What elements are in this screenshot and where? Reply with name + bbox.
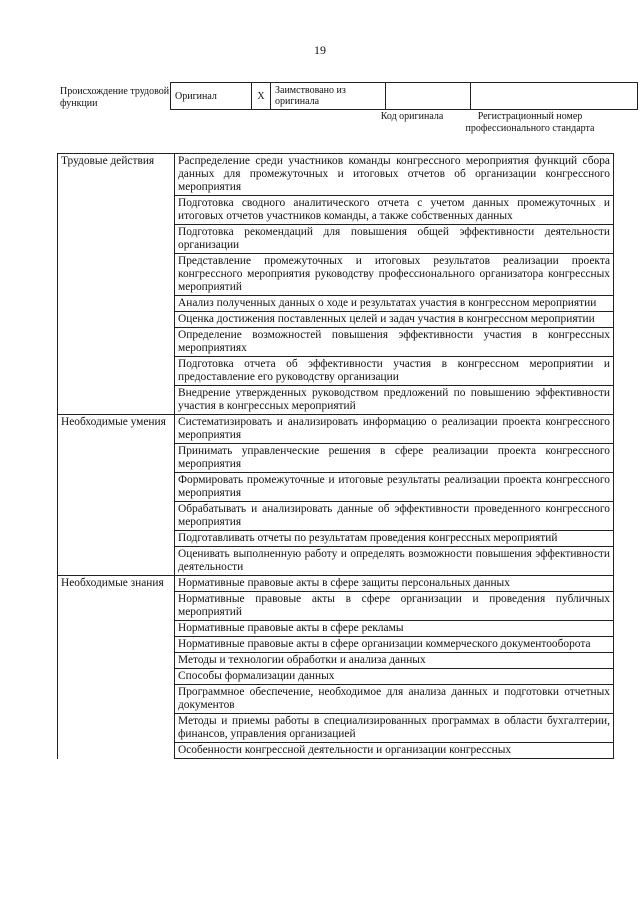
list-item: Нормативные правовые акты в сфере рекламы bbox=[175, 621, 614, 637]
section-label: Необходимые знания bbox=[58, 576, 175, 592]
list-item: Представление промежуточных и итоговых результатов реализации проекта конгрессного мероприятия руководству профессионального организатора конгрессных мероприятий bbox=[175, 254, 614, 296]
table-row bbox=[58, 685, 614, 714]
table-row bbox=[58, 312, 614, 328]
list-item: Нормативные правовые акты в сфере организации коммерческого документооборота bbox=[175, 637, 614, 653]
table-row bbox=[58, 473, 614, 502]
section-label: Необходимые умения bbox=[58, 415, 175, 444]
code-caption: Код оригинала bbox=[380, 111, 444, 122]
origin-original-label: Оригинал bbox=[175, 90, 217, 102]
origin-code-cell bbox=[386, 83, 471, 110]
list-item: Распределение среди участников команды конгрессного мероприятия функций сбора данных для промежуточных и итоговых отчетов об организации конгрессного мероприятия bbox=[175, 154, 614, 196]
function-table bbox=[57, 153, 614, 759]
list-item: Методы и технологии обработки и анализа данных bbox=[175, 653, 614, 669]
origin-label: Происхождение трудовой функции bbox=[60, 86, 170, 109]
list-item: Формировать промежуточные и итоговые результаты реализации проекта конгрессного мероприятия bbox=[175, 473, 614, 502]
table-row bbox=[58, 444, 614, 473]
section-label-continuation bbox=[58, 502, 175, 531]
section-label-continuation bbox=[58, 621, 175, 637]
table-row bbox=[58, 653, 614, 669]
table-row bbox=[58, 714, 614, 743]
table-row bbox=[58, 621, 614, 637]
table-row bbox=[58, 637, 614, 653]
list-item: Подготавливать отчеты по результатам проведения конгрессных мероприятий bbox=[175, 531, 614, 547]
section-label-continuation bbox=[58, 328, 175, 357]
table-row bbox=[58, 196, 614, 225]
origin-table bbox=[170, 82, 638, 110]
list-item: Программное обеспечение, необходимое для анализа данных и подготовки отчетных документов bbox=[175, 685, 614, 714]
list-item: Оценивать выполненную работу и определять возможности повышения эффективности деятельности bbox=[175, 547, 614, 576]
list-item: Подготовка сводного аналитического отчета с учетом данных промежуточных и итоговых отчетов участников команды, а также собственных данных bbox=[175, 196, 614, 225]
origin-original-cell bbox=[171, 83, 252, 110]
section-label-continuation bbox=[58, 714, 175, 743]
origin-reg-cell bbox=[471, 83, 638, 110]
section-label-continuation bbox=[58, 685, 175, 714]
list-item: Внедрение утвержденных руководством предложений по повышению эффективности участия в конгрессных мероприятий bbox=[175, 386, 614, 415]
table-row bbox=[58, 296, 614, 312]
section-label-continuation bbox=[58, 592, 175, 621]
list-item: Методы и приемы работы в специализированных программах в области бухгалтерии, финансов, управления организацией bbox=[175, 714, 614, 743]
table-row bbox=[58, 254, 614, 296]
list-item: Нормативные правовые акты в сфере защиты персональных данных bbox=[175, 576, 614, 592]
list-item: Обрабатывать и анализировать данные об эффективности проведенного конгрессного мероприятия bbox=[175, 502, 614, 531]
table-row bbox=[58, 357, 614, 386]
origin-original-mark: X bbox=[252, 83, 271, 110]
list-item: Способы формализации данных bbox=[175, 669, 614, 685]
list-item: Оценка достижения поставленных целей и задач участия в конгрессном мероприятии bbox=[175, 312, 614, 328]
section-label-continuation bbox=[58, 386, 175, 415]
table-row bbox=[58, 592, 614, 621]
section-label-continuation bbox=[58, 254, 175, 296]
reg-number-caption: Регистрационный номер профессионального стандарта bbox=[465, 111, 595, 134]
section-label-continuation bbox=[58, 743, 175, 759]
origin-borrowed-cell: Заимствовано из оригинала bbox=[271, 83, 386, 110]
table-row bbox=[58, 743, 614, 759]
section-label-continuation bbox=[58, 312, 175, 328]
function-table-body bbox=[58, 154, 614, 759]
list-item: Особенности конгрессной деятельности и организации конгрессных bbox=[175, 743, 614, 759]
section-label-continuation bbox=[58, 225, 175, 254]
table-row bbox=[58, 576, 614, 592]
table-row bbox=[58, 502, 614, 531]
table-row bbox=[58, 328, 614, 357]
page-number: 19 bbox=[314, 43, 326, 57]
section-label: Трудовые действия bbox=[58, 154, 175, 196]
section-label-continuation bbox=[58, 296, 175, 312]
section-label-continuation bbox=[58, 473, 175, 502]
list-item: Принимать управленческие решения в сфере реализации проекта конгрессного мероприятия bbox=[175, 444, 614, 473]
section-label-continuation bbox=[58, 669, 175, 685]
section-label-continuation bbox=[58, 637, 175, 653]
list-item: Подготовка отчета об эффективности участия в конгрессном мероприятии и предоставление его руководству организации bbox=[175, 357, 614, 386]
list-item: Систематизировать и анализировать информацию о реализации проекта конгрессного мероприятия bbox=[175, 415, 614, 444]
section-label-continuation bbox=[58, 653, 175, 669]
table-row bbox=[58, 669, 614, 685]
section-label-continuation bbox=[58, 547, 175, 576]
list-item: Анализ полученных данных о ходе и результатах участия в конгрессном мероприятии bbox=[175, 296, 614, 312]
list-item: Определение возможностей повышения эффективности участия в конгрессных мероприятиях bbox=[175, 328, 614, 357]
section-label-continuation bbox=[58, 444, 175, 473]
list-item: Подготовка рекомендаций для повышения общей эффективности деятельности организации bbox=[175, 225, 614, 254]
table-row bbox=[58, 415, 614, 444]
table-row bbox=[58, 154, 614, 196]
section-label-continuation bbox=[58, 196, 175, 225]
table-row bbox=[58, 225, 614, 254]
section-label-continuation bbox=[58, 357, 175, 386]
section-label-continuation bbox=[58, 531, 175, 547]
table-row bbox=[58, 547, 614, 576]
table-row bbox=[58, 386, 614, 415]
list-item: Нормативные правовые акты в сфере организации и проведения публичных мероприятий bbox=[175, 592, 614, 621]
table-row bbox=[58, 531, 614, 547]
